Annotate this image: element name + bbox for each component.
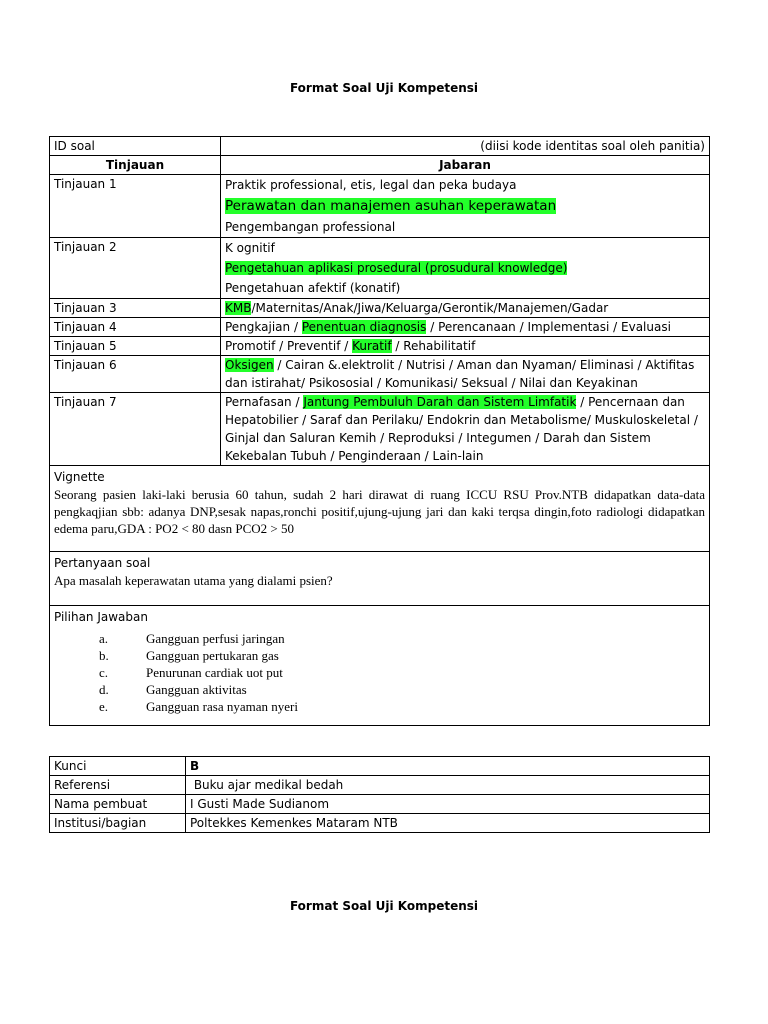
answer-option-text: Gangguan perfusi jaringan xyxy=(146,631,285,646)
vignette-text: Seorang pasien laki-laki berusia 60 tahun, sudah 2 hari dirawat di ruang ICCU RSU Prov.NTB didapatkan data-data pengkaqjian sbb: adanya DNP,sesak napas,ronchi positif,ujung-ujung jari dan kaki terqsa dingin,foto radiologi didapatkan edema paru,GDA : PO2 < 80 dasn PCO2 > 50 xyxy=(54,487,705,536)
col-header-tinjauan: Tinjauan xyxy=(50,156,221,175)
tinjauan-6-highlight: Oksigen xyxy=(225,358,274,372)
tinjauan-4-highlight: Penentuan diagnosis xyxy=(301,320,427,334)
answer-option-letter: a. xyxy=(99,631,109,646)
tinjauan-4-text-pre: Pengkajian / xyxy=(225,320,302,334)
tinjauan-2-line-3: Pengetahuan afektif (konatif) xyxy=(225,281,401,295)
tinjauan-3-text: /Maternitas/Anak/Jiwa/Keluarga/Gerontik/Manajemen/Gadar xyxy=(251,301,609,315)
answer-option-e xyxy=(99,698,705,715)
referensi-row xyxy=(50,776,710,795)
question-text: Apa masalah keperawatan utama yang dialami psien? xyxy=(54,573,333,588)
institusi-value: Poltekkes Kemenkes Mataram NTB xyxy=(186,814,710,833)
tinjauan-6-row xyxy=(50,356,710,393)
institusi-label: Institusi/bagian xyxy=(50,814,186,833)
header-row xyxy=(50,156,710,175)
col-header-jabaran: Jabaran xyxy=(221,156,710,175)
tinjauan-5-row xyxy=(50,337,710,356)
tinjauan-2-row xyxy=(50,238,710,299)
answer-option-letter: b. xyxy=(99,648,109,663)
kunci-label: Kunci xyxy=(50,757,186,776)
tinjauan-2-label: Tinjauan 2 xyxy=(50,238,221,299)
metadata-table xyxy=(49,756,710,833)
answer-option-letter: c. xyxy=(99,665,109,680)
tinjauan-1-line-1: Praktik professional, etis, legal dan peka budaya xyxy=(225,178,517,192)
tinjauan-6-text: / Cairan &.elektrolit / Nutrisi / Aman dan Nyaman/ Eliminasi / Aktifitas dan istirahat/ Psikososial / Komunikasi/ Seksual / Nilai dan Keyakinan xyxy=(225,358,695,390)
tinjauan-7-highlight: Jantung Pembuluh Darah dan Sistem Limfatik xyxy=(303,395,577,409)
question-format-table xyxy=(49,136,710,726)
tinjauan-1-row xyxy=(50,175,710,238)
pembuat-row xyxy=(50,795,710,814)
id-note: (diisi kode identitas soal oleh panitia) xyxy=(221,137,710,156)
page-title-next: Format Soal Uji Kompetensi xyxy=(289,899,479,913)
answer-option-d xyxy=(99,681,705,698)
vignette-row xyxy=(50,466,710,552)
id-row xyxy=(50,137,710,156)
answer-option-letter: d. xyxy=(99,682,109,697)
answer-option-b xyxy=(99,647,705,664)
tinjauan-5-label: Tinjauan 5 xyxy=(50,337,221,356)
answers-label: Pilihan Jawaban xyxy=(54,610,148,624)
tinjauan-3-label: Tinjauan 3 xyxy=(50,299,221,318)
tinjauan-4-row xyxy=(50,318,710,337)
tinjauan-5-text-pre: Promotif / Preventif / xyxy=(225,339,353,353)
answer-option-text: Penurunan cardiak uot put xyxy=(146,665,283,680)
answer-option-a xyxy=(99,630,705,647)
answer-option-text: Gangguan pertukaran gas xyxy=(146,648,279,663)
answer-option-letter: e. xyxy=(99,699,109,714)
referensi-value: Buku ajar medikal bedah xyxy=(186,776,710,795)
tinjauan-2-line-1: K ognitif xyxy=(225,241,275,255)
page-title: Format Soal Uji Kompetensi xyxy=(289,81,479,95)
pembuat-value: I Gusti Made Sudianom xyxy=(186,795,710,814)
tinjauan-1-highlight: Perawatan dan manajemen asuhan keperawatan xyxy=(225,198,557,214)
tinjauan-3-highlight: KMB xyxy=(225,301,252,315)
kunci-value: B xyxy=(186,757,710,776)
answer-option-text: Gangguan aktivitas xyxy=(146,682,247,697)
tinjauan-1-line-3: Pengembangan professional xyxy=(225,220,396,234)
vignette-label: Vignette xyxy=(54,470,105,484)
tinjauan-7-label: Tinjauan 7 xyxy=(50,393,221,466)
answers-row xyxy=(50,606,710,726)
referensi-label: Referensi xyxy=(50,776,186,795)
tinjauan-2-highlight: Pengetahuan aplikasi prosedural (prosudural knowledge) xyxy=(225,261,568,275)
id-label: ID soal xyxy=(50,137,221,156)
tinjauan-5-text-post: / Rehabilitatif xyxy=(391,339,476,353)
tinjauan-7-text-post: / Pencernaan dan Hepatobilier / Saraf dan Perilaku/ Endokrin dan Metabolisme/ Muskuloskeletal / Ginjal dan Saluran Kemih / Reproduksi / Integumen / Darah dan Sistem Kekebalan Tubuh / Penginderaan / Lain-lain xyxy=(225,395,698,463)
question-row xyxy=(50,552,710,606)
tinjauan-7-row xyxy=(50,393,710,466)
tinjauan-6-label: Tinjauan 6 xyxy=(50,356,221,393)
pembuat-label: Nama pembuat xyxy=(50,795,186,814)
question-label: Pertanyaan soal xyxy=(54,556,151,570)
tinjauan-7-text-pre: Pernafasan / xyxy=(225,395,304,409)
tinjauan-4-text-post: / Perencanaan / Implementasi / Evaluasi xyxy=(426,320,671,334)
answer-options-list xyxy=(99,630,705,715)
answer-option-c xyxy=(99,664,705,681)
tinjauan-1-label: Tinjauan 1 xyxy=(50,175,221,238)
tinjauan-3-row xyxy=(50,299,710,318)
tinjauan-5-highlight: Kuratif xyxy=(352,339,392,353)
institusi-row xyxy=(50,814,710,833)
kunci-row xyxy=(50,757,710,776)
tinjauan-4-label: Tinjauan 4 xyxy=(50,318,221,337)
answer-option-text: Gangguan rasa nyaman nyeri xyxy=(146,699,298,714)
